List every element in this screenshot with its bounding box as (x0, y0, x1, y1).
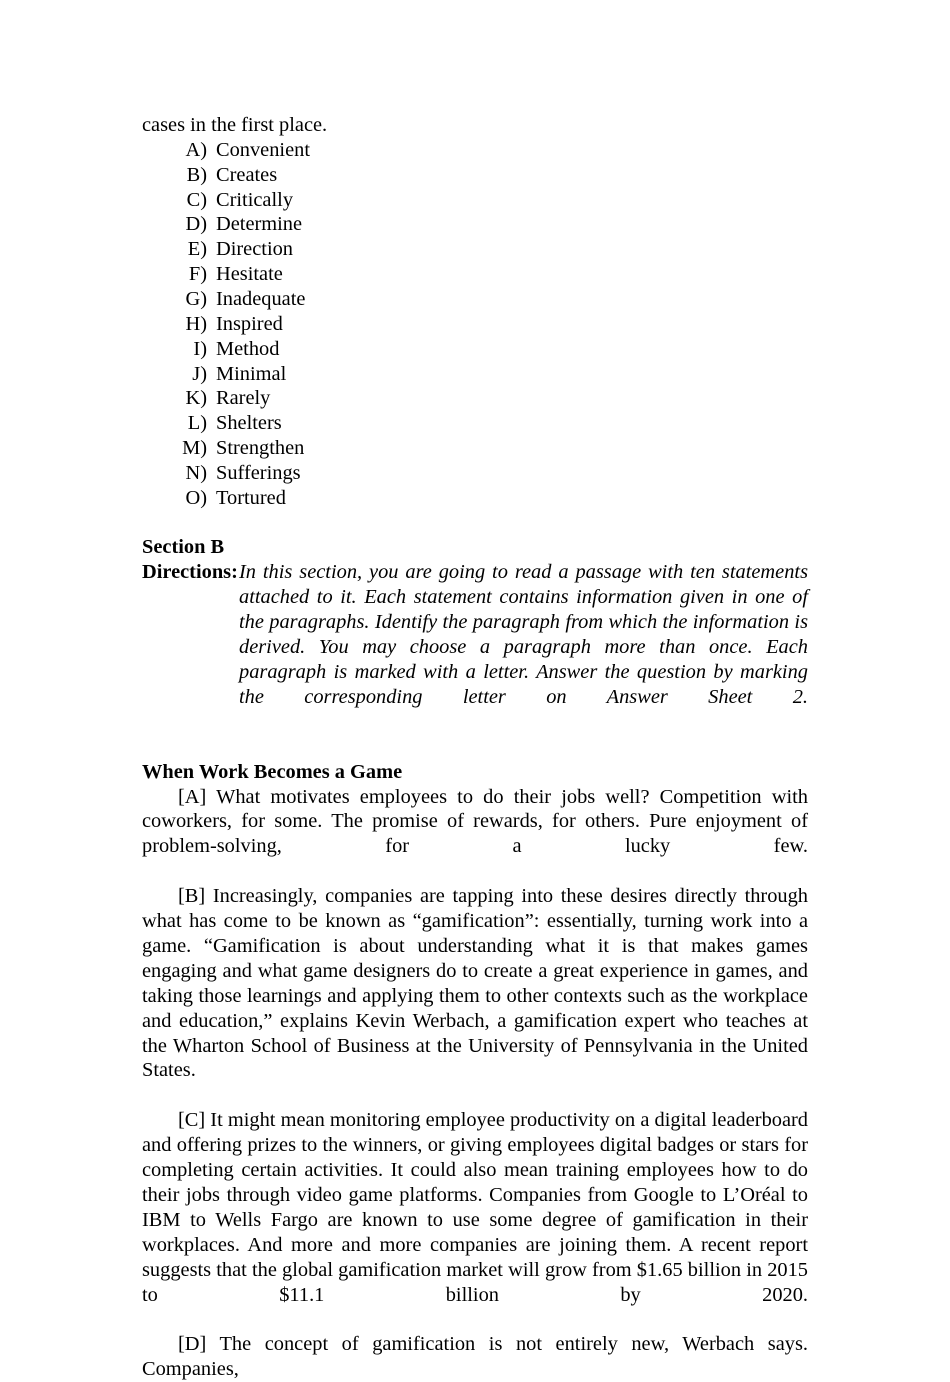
option-letter: D) (185, 213, 207, 236)
passage-title: When Work Becomes a Game (142, 760, 403, 783)
option-word: Method (216, 337, 280, 360)
directions-text: In this section, you are going to read a passage with ten statements attached to it. Each statement contains information given in one of the paragraphs. Identify the paragraph from which the information is derived. You may choose a paragraph more than once. Each paragraph is marked with a letter. Answer the question by marking the corresponding letter on Answer Sheet 2. (239, 561, 808, 708)
option-word: Sufferings (216, 461, 301, 484)
option-letter: O) (185, 486, 207, 509)
directions-label: Directions: (142, 561, 238, 584)
option-word: Direction (216, 238, 294, 261)
option-word: Strengthen (216, 437, 305, 460)
option-item[interactable] (142, 262, 808, 287)
option-item[interactable] (142, 138, 808, 163)
option-word: Inspired (216, 312, 283, 335)
option-item[interactable] (142, 411, 808, 436)
option-word: Shelters (216, 412, 282, 435)
option-word: Critically (216, 188, 294, 211)
passage-paragraph-a: [A] What motivates employees to do their jobs well? Competition with coworkers, for some. The promise of rewards, for others. Pure enjoyment of problem-solving, for a lucky few. (142, 785, 808, 858)
option-item[interactable] (142, 362, 808, 387)
option-letter: B) (186, 163, 207, 186)
passage-paragraph-c: [C] It might mean monitoring employee productivity on a digital leaderboard and offering prizes to the winners, or giving employees digital badges or stars for completing certain activities. It could also mean training employees how to do their jobs through video game platforms. Companies from Google to L’Oréal to IBM to Wells Fargo are known to use some degree of gamification in their workplaces. And more and more companies are joining them. A recent report suggests that the global gamification market will grow from $1.65 billion in 2015 to $11.1 billion by 2020. (142, 1109, 808, 1306)
option-item[interactable] (142, 212, 808, 237)
option-word: Convenient (216, 138, 311, 161)
option-item[interactable] (142, 461, 808, 486)
option-word: Rarely (216, 387, 271, 410)
option-word: Determine (216, 213, 303, 236)
option-item[interactable] (142, 337, 808, 362)
option-word: Tortured (216, 486, 286, 509)
option-word: Inadequate (216, 287, 306, 310)
option-item[interactable] (142, 312, 808, 337)
option-letter: I) (193, 337, 207, 360)
option-item[interactable] (142, 436, 808, 461)
option-word: Creates (216, 163, 278, 186)
option-item[interactable] (142, 237, 808, 262)
section-heading: Section B (142, 536, 225, 559)
option-letter: M) (182, 437, 207, 460)
option-item[interactable] (142, 188, 808, 213)
word-bank-options (142, 138, 808, 511)
option-item[interactable] (142, 163, 808, 188)
continued-sentence: cases in the first place. (142, 114, 328, 136)
option-letter: F) (188, 263, 207, 286)
option-letter: C) (186, 188, 207, 211)
option-letter: E) (187, 238, 207, 261)
option-word: Minimal (216, 362, 287, 385)
passage-paragraph-d: [D] The concept of gamification is not entirely new, Werbach says. Companies, (142, 1333, 808, 1381)
blank-line-spacer (142, 735, 808, 760)
option-letter: A) (185, 138, 207, 161)
option-word: Hesitate (216, 263, 283, 286)
option-item[interactable] (142, 386, 808, 411)
option-letter: K) (185, 387, 207, 410)
option-letter: L) (187, 412, 207, 435)
directions-block (142, 560, 808, 734)
option-letter: N) (185, 461, 207, 484)
text-column (142, 113, 808, 1382)
blank-line-spacer (142, 511, 808, 536)
option-item[interactable] (142, 486, 808, 511)
option-letter: G) (185, 287, 207, 310)
passage-paragraph-b: [B] Increasingly, companies are tapping into these desires directly through what has come to be known as “gamification”: essentially, turning work into a game. “Gamification is about understanding what it is that makes games engaging and what game designers do to create a great experience in games, and taking those learnings and applying them to other contexts such as the workplace and education,” explains Kevin Werbach, a gamification expert who teaches at the Wharton School of Business at the University of Pennsylvania in the United States. (142, 885, 808, 1082)
option-letter: H) (185, 312, 207, 335)
option-item[interactable] (142, 287, 808, 312)
option-letter: J) (192, 362, 207, 385)
